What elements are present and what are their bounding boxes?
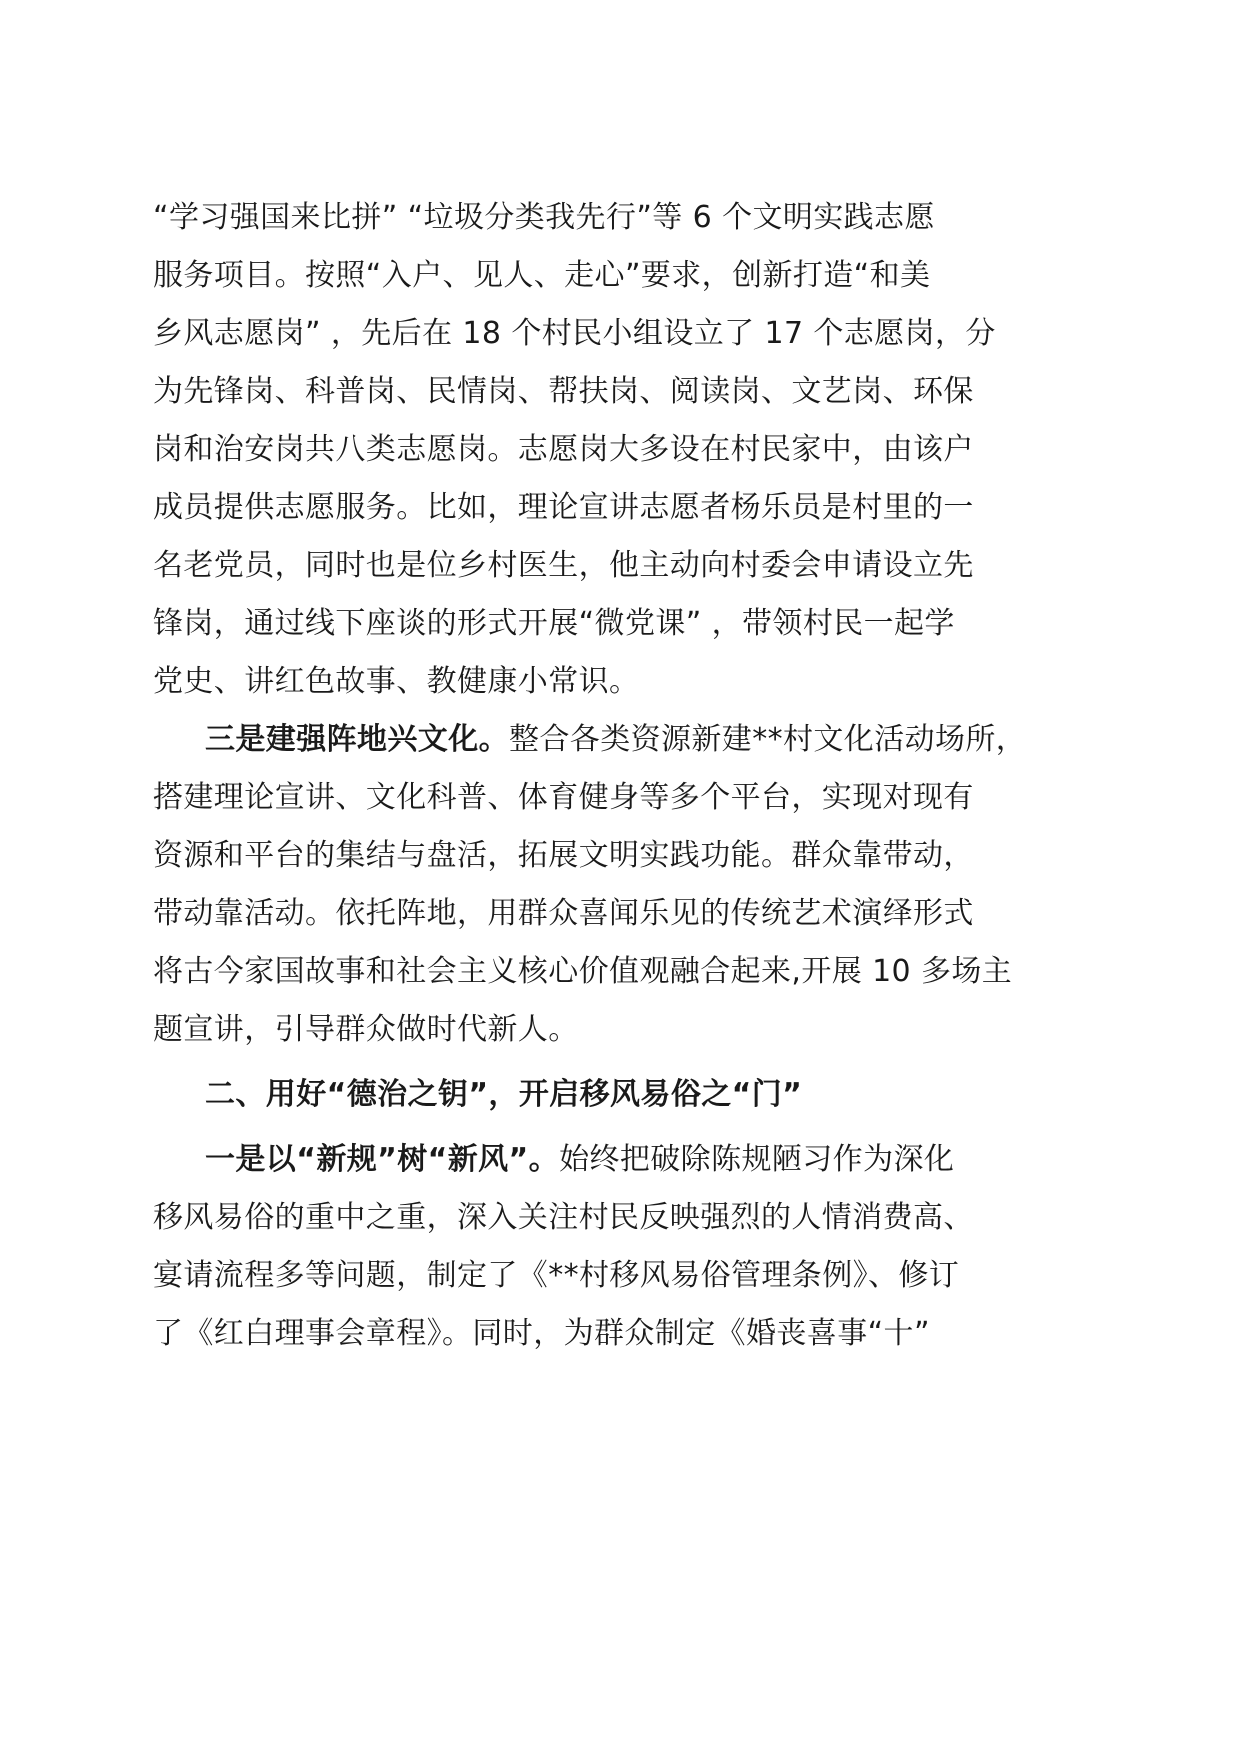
paragraph-3-line: 宴请流程多等问题，制定了《**村移风易俗管理条例》、修订 <box>153 1258 960 1293</box>
paragraph-1-line: 为先锋岗、科普岗、民情岗、帮扶岗、阅读岗、文艺岗、环保 <box>153 374 974 409</box>
paragraph-2-line: 题宣讲，引导群众做时代新人。 <box>153 1012 579 1047</box>
paragraph-1-line: 锋岗，通过线下座谈的形式开展“微党课” ，带领村民一起学 <box>153 606 955 641</box>
paragraph-2-lead: 三是建强阵地兴文化。 <box>205 722 509 757</box>
paragraph-3-line: 了《红白理事会章程》。同时，为群众制定《婚丧喜事“十” <box>153 1316 930 1351</box>
paragraph-2-line: 资源和平台的集结与盘活，拓展文明实践功能。群众靠带动， <box>153 838 974 873</box>
paragraph-2-line: 搭建理论宣讲、文化科普、体育健身等多个平台，实现对现有 <box>153 780 974 815</box>
paragraph-1-line: 名老党员，同时也是位乡村医生，他主动向村委会申请设立先 <box>153 548 974 583</box>
paragraph-2-line: 带动靠活动。依托阵地，用群众喜闻乐见的传统艺术演绎形式 <box>153 896 974 931</box>
paragraph-2-first-line-text: 整合各类资源新建**村文化活动场所， <box>509 722 1027 757</box>
paragraph-3-first-line <box>205 1140 954 1180</box>
paragraph-1-line: 岗和治安岗共八类志愿岗。志愿岗大多设在村民家中，由该户 <box>153 432 974 467</box>
paragraph-3-first-line-text: 始终把破除陈规陋习作为深化 <box>559 1142 955 1177</box>
paragraph-3-lead: 一是以“新规”树“新风”。 <box>205 1142 560 1177</box>
paragraph-2-line: 将古今家国故事和社会主义核心价值观融合起来,开展 10 多场主 <box>153 954 1013 989</box>
paragraph-1-line: 成员提供志愿服务。比如，理论宣讲志愿者杨乐员是村里的一 <box>153 490 974 525</box>
paragraph-1-line: “学习强国来比拼” “垃圾分类我先行”等 6 个文明实践志愿 <box>153 200 935 235</box>
paragraph-1-line: 乡风志愿岗” ，先后在 18 个村民小组设立了 17 个志愿岗，分 <box>153 316 996 351</box>
paragraph-2-first-line <box>205 720 1026 760</box>
paragraph-3-line: 移风易俗的重中之重，深入关注村民反映强烈的人情消费高、 <box>153 1200 974 1235</box>
section-heading <box>205 1075 802 1115</box>
paragraph-1-line: 服务项目。按照“入户、见人、走心”要求，创新打造“和美 <box>153 258 931 293</box>
section-heading-text: 二、用好“德治之钥”，开启移风易俗之“门” <box>205 1077 803 1112</box>
paragraph-1-line: 党史、讲红色故事、教健康小常识。 <box>153 664 640 699</box>
